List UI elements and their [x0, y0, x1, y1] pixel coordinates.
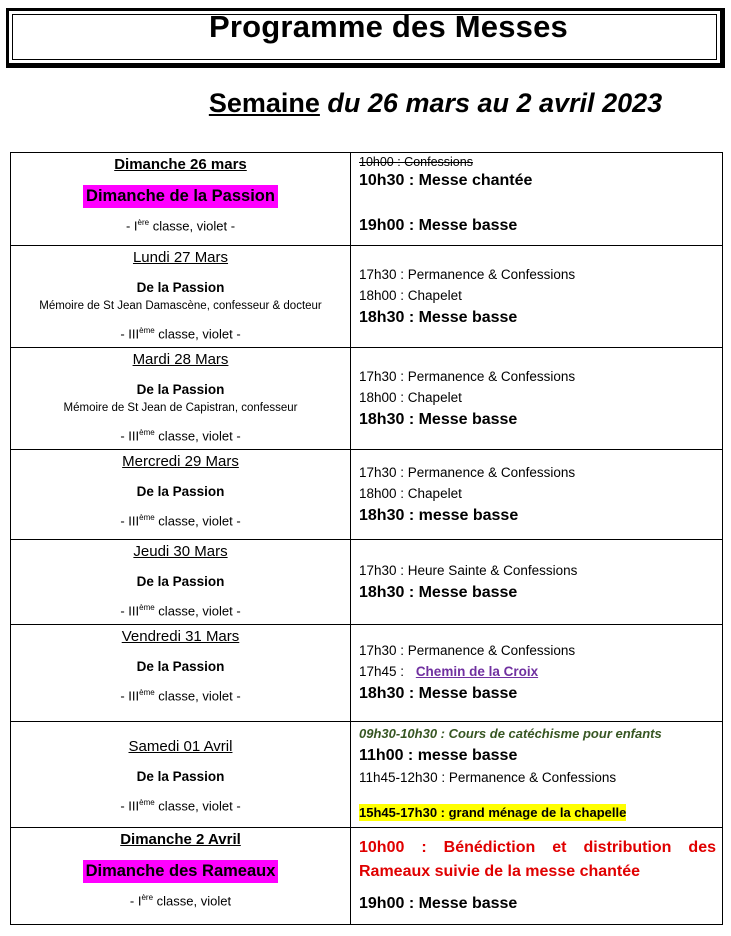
- day-cell: [11, 246, 351, 348]
- day-title: Mercredi 29 Mars: [122, 453, 239, 470]
- memoire: Mémoire de St Jean Damascène, confesseur & docteur: [39, 300, 322, 312]
- table-row: [11, 348, 723, 450]
- day-title: Lundi 27 Mars: [132, 249, 229, 266]
- day-cell: [11, 625, 351, 722]
- schedule-line: 18h00 : Chapelet: [359, 288, 462, 303]
- schedule-line: 18h30 : messe basse: [359, 507, 519, 524]
- feast-highlight: Dimanche de la Passion: [83, 185, 278, 208]
- page-title: Programme des Messes: [209, 9, 568, 44]
- schedule-cell: [351, 450, 723, 540]
- day-cell: [11, 540, 351, 625]
- day-title: Dimanche 2 Avril: [120, 831, 241, 848]
- week-range: du 26 mars au 2 avril 2023: [327, 88, 663, 118]
- day-title: Dimanche 26 mars: [114, 156, 247, 173]
- schedule-line: 10h00 : Confessions: [359, 155, 473, 169]
- table-row: [11, 450, 723, 540]
- schedule-line: 11h00 : messe basse: [359, 747, 518, 764]
- schedule-line: 17h30 : Permanence & Confessions: [359, 369, 576, 384]
- liturgical-class: - Ière classe, violet -: [125, 218, 236, 234]
- menage-highlight: 15h45-17h30 : grand ménage de la chapelle: [359, 805, 627, 820]
- schedule-line: 19h00 : Messe basse: [359, 217, 518, 234]
- schedule-line: 17h30 : Permanence & Confessions: [359, 465, 576, 480]
- day-title: Mardi 28 Mars: [132, 351, 229, 368]
- table-row: [11, 540, 723, 625]
- feast-highlight: Dimanche des Rameaux: [83, 860, 279, 883]
- schedule-cell: [351, 153, 723, 246]
- feast-name: De la Passion: [136, 280, 225, 295]
- schedule-table: [10, 152, 723, 925]
- schedule-cell: [351, 246, 723, 348]
- schedule-line: 17h30 : Permanence & Confessions: [359, 643, 576, 658]
- chemin-de-la-croix-link[interactable]: Chemin de la Croix: [415, 664, 539, 679]
- liturgical-class: - IIIème classe, violet -: [120, 513, 241, 529]
- schedule-line: 18h00 : Chapelet: [359, 486, 462, 501]
- table-row: [11, 153, 723, 246]
- day-title: Samedi 01 Avril: [128, 738, 233, 755]
- schedule-line: [359, 803, 716, 823]
- schedule-line: 18h30 : Messe basse: [359, 309, 518, 326]
- schedule-line: 11h45-12h30 : Permanence & Confessions: [359, 770, 617, 785]
- catechism-line: 09h30-10h30 : Cours de catéchisme pour enfants: [359, 726, 662, 741]
- schedule-line: 18h30 : Messe basse: [359, 411, 518, 428]
- feast-name: De la Passion: [136, 574, 225, 589]
- day-title: Vendredi 31 Mars: [121, 628, 240, 645]
- schedule-line: 17h45 : Chemin de la Croix: [359, 664, 539, 679]
- liturgical-class: - IIIème classe, violet -: [120, 688, 241, 704]
- table-row: [11, 828, 723, 925]
- feast-name: De la Passion: [136, 769, 225, 784]
- table-row: [11, 625, 723, 722]
- schedule-line: 17h30 : Heure Sainte & Confessions: [359, 563, 578, 578]
- liturgical-class: - Ière classe, violet: [129, 893, 232, 909]
- schedule-line: 18h30 : Messe basse: [359, 685, 518, 702]
- memoire: Mémoire de St Jean de Capistran, confesseur: [63, 402, 298, 414]
- day-cell: [11, 153, 351, 246]
- schedule-cell: [351, 828, 723, 925]
- feast-name: De la Passion: [136, 484, 225, 499]
- day-cell: [11, 348, 351, 450]
- schedule-line: 18h00 : Chapelet: [359, 390, 462, 405]
- liturgical-class: - IIIème classe, violet -: [120, 603, 241, 619]
- rameaux-line: 10h00 : Bénédiction et distribution des Rameaux suivie de la messe chantée: [359, 839, 716, 880]
- table-row: [11, 246, 723, 348]
- schedule-cell: [351, 540, 723, 625]
- schedule-cell: [351, 625, 723, 722]
- table-row: [11, 722, 723, 828]
- schedule-line: 10h30 : Messe chantée: [359, 172, 533, 189]
- liturgical-class: - IIIème classe, violet -: [120, 428, 241, 444]
- day-cell: [11, 722, 351, 828]
- week-heading: [0, 88, 731, 119]
- feast-name: De la Passion: [136, 659, 225, 674]
- schedule-line: 19h00 : Messe basse: [359, 895, 518, 912]
- day-title: Jeudi 30 Mars: [133, 543, 228, 560]
- feast-name: De la Passion: [136, 382, 225, 397]
- schedule-line: 18h30 : Messe basse: [359, 584, 518, 601]
- schedule-cell: [351, 348, 723, 450]
- liturgical-class: - IIIème classe, violet -: [120, 326, 241, 342]
- schedule-cell: [351, 722, 723, 828]
- day-cell: [11, 450, 351, 540]
- liturgical-class: - IIIème classe, violet -: [120, 798, 241, 814]
- week-prefix: Semaine: [208, 88, 320, 118]
- day-cell: [11, 828, 351, 925]
- schedule-line: 17h30 : Permanence & Confessions: [359, 267, 576, 282]
